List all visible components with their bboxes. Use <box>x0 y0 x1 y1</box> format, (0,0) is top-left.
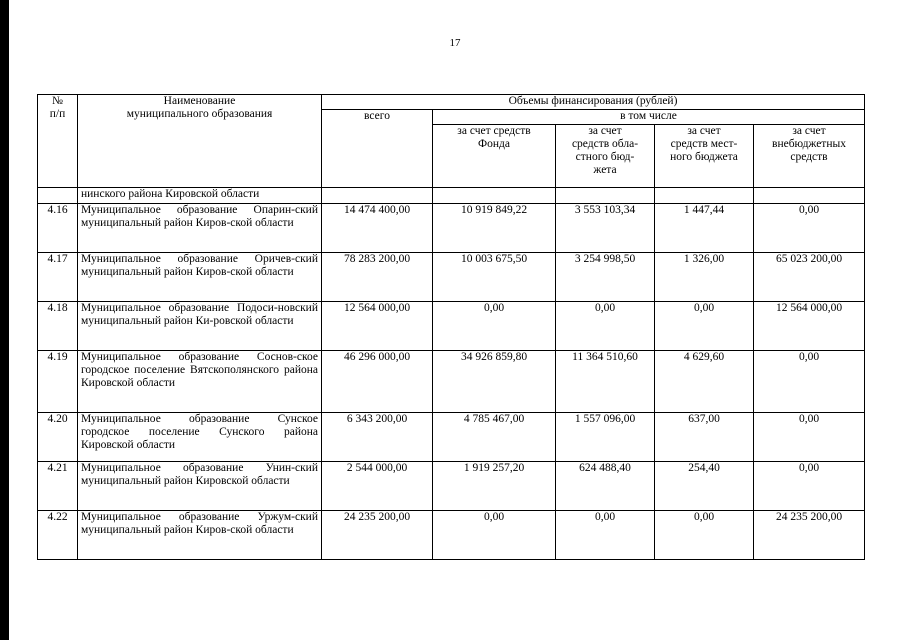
row-total: 46 296 000,00 <box>322 351 433 413</box>
row-number: 4.16 <box>38 204 78 253</box>
header-local <box>655 125 754 188</box>
row-total: 24 235 200,00 <box>322 511 433 560</box>
row-total: 78 283 200,00 <box>322 253 433 302</box>
row-number: 4.19 <box>38 351 78 413</box>
header-fund <box>433 125 556 188</box>
row-regional-budget: 3 254 998,50 <box>556 253 655 302</box>
continuation-fund <box>433 188 556 204</box>
row-regional-budget: 1 557 096,00 <box>556 413 655 462</box>
table-row <box>38 302 865 351</box>
row-total: 2 544 000,00 <box>322 462 433 511</box>
continuation-num <box>38 188 78 204</box>
row-extrabudget: 0,00 <box>754 413 865 462</box>
row-local-budget: 1 326,00 <box>655 253 754 302</box>
row-regional-budget: 11 364 510,60 <box>556 351 655 413</box>
row-local-budget: 0,00 <box>655 511 754 560</box>
page-number: 17 <box>449 37 461 49</box>
row-total: 12 564 000,00 <box>322 302 433 351</box>
row-fund: 1 919 257,20 <box>433 462 556 511</box>
row-fund: 10 003 675,50 <box>433 253 556 302</box>
row-extrabudget: 0,00 <box>754 204 865 253</box>
row-number: 4.20 <box>38 413 78 462</box>
row-regional-budget: 0,00 <box>556 302 655 351</box>
header-row-top <box>38 95 865 110</box>
table-row <box>38 511 865 560</box>
row-local-budget: 254,40 <box>655 462 754 511</box>
row-regional-budget: 0,00 <box>556 511 655 560</box>
row-number: 4.18 <box>38 302 78 351</box>
header-num-text: № п/п <box>49 95 66 120</box>
header-name-text: Наименование муниципального образования <box>126 95 273 120</box>
table-row <box>38 253 865 302</box>
row-regional-budget: 624 488,40 <box>556 462 655 511</box>
financing-table <box>37 94 865 560</box>
row-fund: 10 919 849,22 <box>433 204 556 253</box>
header-name <box>78 95 322 188</box>
row-fund: 34 926 859,80 <box>433 351 556 413</box>
header-extrabudget-text: за счет внебюджетных средств <box>772 125 846 163</box>
continuation-extrabudget <box>754 188 865 204</box>
row-total: 14 474 400,00 <box>322 204 433 253</box>
row-regional-budget: 3 553 103,34 <box>556 204 655 253</box>
row-number: 4.17 <box>38 253 78 302</box>
row-extrabudget: 12 564 000,00 <box>754 302 865 351</box>
row-total: 6 343 200,00 <box>322 413 433 462</box>
row-extrabudget: 0,00 <box>754 462 865 511</box>
row-fund: 4 785 467,00 <box>433 413 556 462</box>
row-fund: 0,00 <box>433 302 556 351</box>
row-municipality-name: Муниципальное образование Подоси-новский муниципальный район Ки-ровской области <box>78 302 322 351</box>
table-row <box>38 413 865 462</box>
header-regional-text: за счет средств обла- стного бюд- жета <box>571 125 639 176</box>
row-extrabudget: 24 235 200,00 <box>754 511 865 560</box>
continuation-name: нинского района Кировской области <box>78 188 322 204</box>
table-body <box>38 204 865 560</box>
table-row <box>38 462 865 511</box>
header-local-text: за счет средств мест- ного бюджета <box>670 125 738 163</box>
header-total: всего <box>322 110 433 188</box>
row-municipality-name: Муниципальное образование Уржум-ский муниципальный район Киров-ской области <box>78 511 322 560</box>
header-including: в том числе <box>433 110 865 125</box>
row-number: 4.22 <box>38 511 78 560</box>
header-fund-text: за счет средств Фонда <box>457 125 531 150</box>
row-municipality-name: Муниципальное образование Сунское городское поселение Сунского района Кировской области <box>78 413 322 462</box>
row-local-budget: 637,00 <box>655 413 754 462</box>
row-extrabudget: 65 023 200,00 <box>754 253 865 302</box>
row-municipality-name: Муниципальное образование Оричев-ский муниципальный район Киров-ской области <box>78 253 322 302</box>
header-num <box>38 95 78 188</box>
header-volumes: Объемы финансирования (рублей) <box>322 95 865 110</box>
table-row <box>38 351 865 413</box>
row-number: 4.21 <box>38 462 78 511</box>
continuation-total <box>322 188 433 204</box>
header-extrabudget <box>754 125 865 188</box>
header-regional <box>556 125 655 188</box>
continuation-local <box>655 188 754 204</box>
continuation-regional <box>556 188 655 204</box>
table-row <box>38 204 865 253</box>
row-municipality-name: Муниципальное образование Унин-ский муниципальный район Кировской области <box>78 462 322 511</box>
continuation-row <box>38 188 865 204</box>
row-fund: 0,00 <box>433 511 556 560</box>
row-local-budget: 4 629,60 <box>655 351 754 413</box>
row-municipality-name: Муниципальное образование Опарин-ский муниципальный район Киров-ской области <box>78 204 322 253</box>
row-local-budget: 0,00 <box>655 302 754 351</box>
scan-edge-bar <box>0 0 9 640</box>
row-municipality-name: Муниципальное образование Соснов-ское городское поселение Вятскополянского района Кировской области <box>78 351 322 413</box>
row-extrabudget: 0,00 <box>754 351 865 413</box>
row-local-budget: 1 447,44 <box>655 204 754 253</box>
